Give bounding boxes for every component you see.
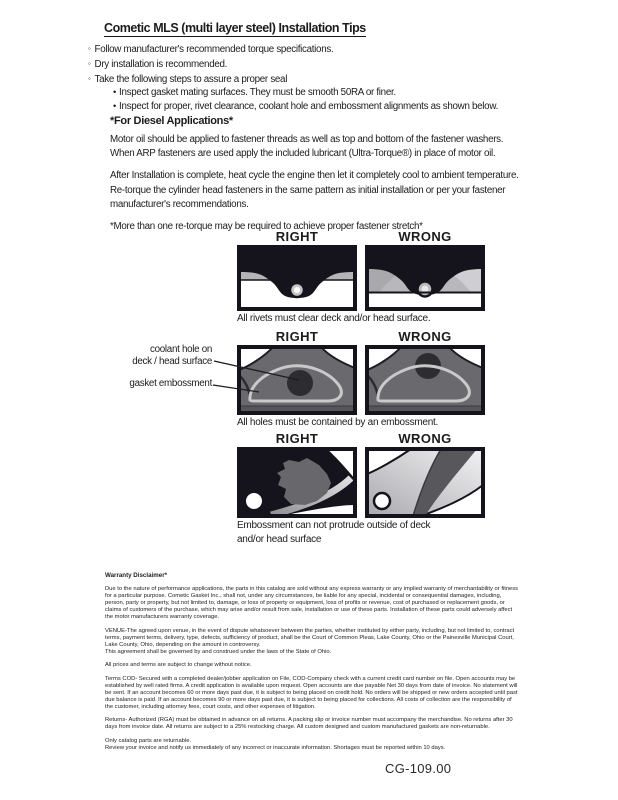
bullet-icon: • bbox=[113, 87, 117, 99]
diesel-applications-section bbox=[110, 115, 524, 242]
paragraph: After Installation is complete, heat cycle the engine then let it completely cool to ambient temperature. Re-torque the cylinder head fasteners in the same pattern as initial installation or per your fastener manufacturer's recommendations. bbox=[110, 170, 519, 210]
disclaimer-paragraph: VENUE-The agreed upon venue, in the event of dispute whatsoever between the parties, whether instituted by either party, including, but not limited to, contract terms, payment terms, delivery, type, defects, sufficiency of product, shall be the Court of Common Pleas, Lake County, Ohio or the Painesville Municipal Court, Lake County, Ohio, depending on the amount in controversy. bbox=[105, 627, 515, 648]
warranty-disclaimer bbox=[105, 572, 519, 758]
page-title: Cometic MLS (multi layer steel) Installation Tips bbox=[104, 21, 366, 35]
figure-rivet-clearance bbox=[237, 229, 485, 325]
list-item bbox=[113, 100, 528, 114]
disclaimer-paragraph: Review your invoice and notify us immediately of any incorrect or inaccurate information. Shortages must be reported within 10 days. bbox=[105, 744, 446, 751]
open-bullet-icon: ◦ bbox=[88, 73, 91, 83]
tip-text: Follow manufacturer's recommended torque specifications. bbox=[94, 44, 334, 55]
protrusion-right-diagram bbox=[237, 447, 357, 518]
list-item bbox=[88, 72, 528, 87]
wrong-label: WRONG bbox=[398, 229, 452, 244]
figure-caption: and/or head surface bbox=[237, 534, 322, 545]
list-item bbox=[88, 42, 528, 57]
disclaimer-paragraph: Only catalog parts are returnable. bbox=[105, 737, 192, 744]
open-bullet-icon: ◦ bbox=[88, 58, 91, 68]
figure-caption: All holes must be contained by an embossment. bbox=[237, 417, 439, 428]
bullet-icon: • bbox=[113, 101, 117, 113]
tip-text: Dry installation is recommended. bbox=[94, 58, 228, 70]
disclaimer-paragraph: All prices and terms are subject to change without notice. bbox=[105, 662, 252, 668]
annotation-coolant-hole bbox=[96, 344, 212, 367]
annotation-text: deck / head surface bbox=[132, 355, 212, 367]
right-label: RIGHT bbox=[275, 431, 319, 446]
retorque-note: *More than one re-torque may be required to achieve proper fastener stretch* bbox=[110, 221, 423, 233]
disclaimer-paragraph: Returns- Authorized (RGA) must be obtained in advance on all returns. A packing slip or invoice number must accompany the merchandise. No returns after 30 days from invoice date. All returns are subject to a 25% restocking charge. All custom designed and custom manufactured gaskets are non-returnable. bbox=[105, 717, 513, 730]
figure-caption: Embossment can not protrude outside of deck bbox=[237, 520, 431, 531]
disclaimer-paragraph: Terms COD- Secured with a completed dealer/jobber application on File, COD-Company check with a current credit card number on file. Open accounts may be established by well rated firms. A credit application is available upon request. Open accounts are due payable Net 30 days from date of invoice. No statement will be sent. If an account becomes 60 or more days past due, it is subject to being placed on credit hold. No orders will be shipped or new orders accepted until past due balance is paid. If an account becomes 90 or more days past due, it is subject to being placed for collections. All costs of collection are the responsibility of the customer, including attorney fees, court costs, and other expenses of litigation. bbox=[105, 675, 518, 710]
page-code: CG-109.00 bbox=[385, 761, 452, 776]
annotation-gasket-embossment: gasket embossment bbox=[129, 378, 212, 389]
embossment-wrong-diagram bbox=[365, 345, 485, 415]
list-item bbox=[113, 86, 528, 100]
embossment-right-diagram bbox=[237, 345, 357, 415]
list-item bbox=[88, 57, 528, 72]
annotation-text: coolant hole on bbox=[150, 344, 212, 355]
installation-tips-list bbox=[88, 42, 528, 114]
figure-hole-embossment bbox=[237, 329, 485, 429]
right-label: RIGHT bbox=[275, 229, 319, 244]
disclaimer-paragraph: Due to the nature of performance applications, the parts in this catalog are sold without any express warranty or any implied warranty of merchantability or fitness for a particular purpose. Cometic Gasket Inc., shall not, under any circumstances, be liable for any special, incidental or consequential damages, including, person, party or property, but not limited to, damage, or loss of property or equipment, loss of profits or revenue, cost of purchased or replacement goods, or claims of customers of the purchase, which may arise and/or result from sale, installation or use of these parts. Installation of these parts could adversely affect the motor manufacturers warranty coverage. bbox=[105, 586, 519, 620]
open-bullet-icon: ◦ bbox=[88, 44, 91, 53]
figure-caption: All rivets must clear deck and/or head surface. bbox=[237, 313, 431, 324]
figure-embossment-protrusion bbox=[237, 431, 485, 546]
tip-text: Take the following steps to assure a proper seal bbox=[94, 73, 288, 85]
rivet-wrong-diagram bbox=[365, 245, 485, 311]
wrong-label: WRONG bbox=[398, 329, 452, 344]
disclaimer-heading: Warranty Disclaimer* bbox=[105, 572, 168, 579]
protrusion-wrong-diagram bbox=[365, 447, 485, 518]
right-label: RIGHT bbox=[275, 329, 319, 344]
disclaimer-paragraph: This agreement shall be governed by and construed under the laws of the State of Ohio. bbox=[105, 648, 332, 655]
rivet-right-diagram bbox=[237, 245, 357, 311]
section-heading: *For Diesel Applications* bbox=[110, 115, 233, 127]
paragraph: Motor oil should be applied to fastener threads as well as top and bottom of the fastener washers. When ARP fasteners are used apply the included lubricant (Ultra-Torque®) in place of motor oil. bbox=[110, 134, 504, 160]
tip-text: Inspect for proper, rivet clearance, coolant hole and embossment alignments as shown below. bbox=[119, 101, 498, 113]
tip-text: Inspect gasket mating surfaces. They must be smooth 50RA or finer. bbox=[119, 87, 396, 99]
wrong-label: WRONG bbox=[398, 431, 452, 446]
